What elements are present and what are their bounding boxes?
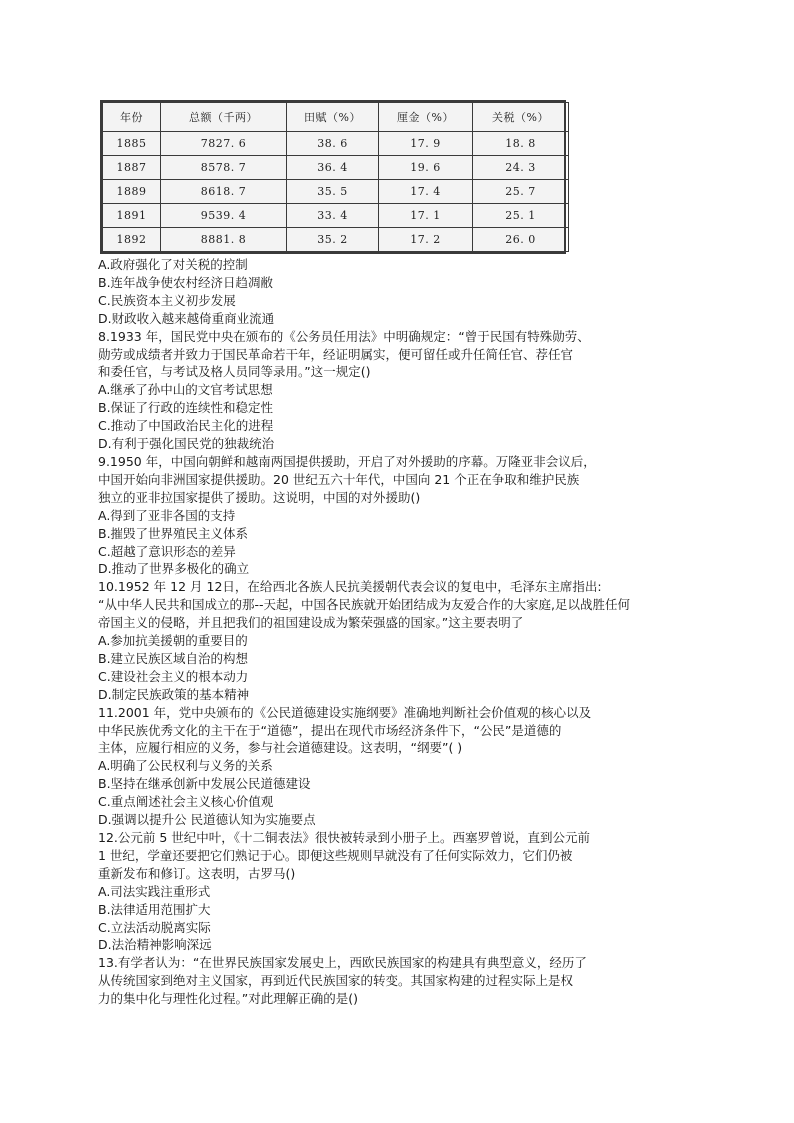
text-line: B.建立民族区域自治的构想 — [98, 650, 249, 666]
text-line: A.得到了亚非各国的支持 — [98, 507, 236, 523]
table-cell: 35. 2 — [287, 227, 379, 251]
table-header-cell: 总额（千两） — [161, 103, 287, 132]
text-line: 主体，应履行相应的义务，参与社会道德建设。这表明，“纲要”( ) — [98, 740, 463, 756]
table-cell: 8881. 8 — [161, 227, 287, 251]
text-line: 12.公元前 5 世纪中叶，《十二铜表法》很快被转录到小册子上。西塞罗曾说，直到公元前 — [98, 830, 591, 845]
text-line: A.继承了孙中山的文官考试思想 — [98, 382, 273, 398]
text-line: D.强调以提升公 民道德认知为实施要点 — [98, 812, 316, 828]
table-row — [103, 132, 569, 156]
table-cell: 33. 4 — [287, 204, 379, 228]
table-header-row — [103, 103, 569, 132]
revenue-table — [102, 102, 569, 252]
table-row — [103, 180, 569, 204]
text-line: C.民族资本主义初步发展 — [98, 292, 236, 308]
table-cell: 1889 — [103, 180, 161, 204]
table-header-cell: 关税（%） — [473, 103, 569, 132]
table-header-cell: 年份 — [103, 103, 161, 132]
text-line: 和委任官，与考试及格人员同等录用。”这一规定() — [98, 364, 371, 380]
text-line: C.重点阐述社会主义核心价值观 — [98, 794, 274, 810]
text-line: 8.1933 年，国民党中央在颁布的《公务员任用法》中明确规定：“曾于民国有特殊勋劳、 — [98, 328, 590, 344]
text-line: C.超越了意识形态的差异 — [98, 543, 236, 559]
table-cell: 17. 9 — [379, 132, 473, 156]
table-cell: 1887 — [103, 156, 161, 180]
table-cell: 8578. 7 — [161, 156, 287, 180]
text-line: D.财政收入越来越倚重商业流通 — [98, 310, 275, 326]
table-cell: 24. 3 — [473, 156, 569, 180]
text-line: B.保证了行政的连续性和稳定性 — [98, 400, 274, 416]
text-line: C.推动了中国政治民主化的进程 — [98, 418, 274, 434]
text-line: 勋劳或成绩者并致力于国民革命若干年，经证明属实，便可留任或升任简任官、荐任官 — [98, 346, 574, 362]
table-cell: 1892 — [103, 227, 161, 251]
text-line: B.坚持在继承创新中发展公民道德建设 — [98, 776, 311, 792]
table-cell: 9539. 4 — [161, 204, 287, 228]
text-line: C.建设社会主义的根本动力 — [98, 668, 249, 684]
text-line: 中华民族优秀文化的主干在于“道德”，提出在现代市场经济条件下，“公民”是道德的 — [98, 722, 562, 738]
revenue-table-container — [100, 100, 566, 254]
text-line: B.摧毁了世界殖民主义体系 — [98, 525, 249, 541]
table-cell: 35. 5 — [287, 180, 379, 204]
text-line: “从中华人民共和国成立的那--天起，中国各民族就开始团结成为友爱合作的大家庭,足以战胜任何 — [98, 597, 630, 613]
table-cell: 17. 2 — [379, 227, 473, 251]
table-row — [103, 227, 569, 251]
text-line: A.司法实践注重形式 — [98, 883, 211, 899]
text-line: D.法治精神影响深远 — [98, 937, 212, 953]
text-line: B.法律适用范围扩大 — [98, 901, 211, 917]
text-line: A.政府强化了对关税的控制 — [98, 257, 248, 272]
text-line: D.制定民族政策的基本精神 — [98, 686, 250, 702]
text-line: 11.2001 年，党中央颁布的《公民道德建设实施纲要》准确地判断社会价值观的核心以及 — [98, 704, 592, 720]
text-line: 13.有学者认为：“在世界民族国家发展史上，西欧民族国家的构建具有典型意义，经历了 — [98, 955, 587, 971]
table-row — [103, 156, 569, 180]
text-line: 力的集中化与理性化过程。”对此理解正确的是() — [98, 991, 358, 1007]
text-line: 1 世纪，学童还要把它们熟记于心。即便这些规则早就没有了任何实际效力，它们仍被 — [98, 847, 573, 863]
table-cell: 26. 0 — [473, 227, 569, 251]
table-cell: 25. 1 — [473, 204, 569, 228]
text-line: 从传统国家到绝对主义国家，再到近代民族国家的转变。其国家构建的过程实际上是权 — [98, 973, 574, 989]
table-cell: 19. 6 — [379, 156, 473, 180]
text-line: 9.1950 年，中国向朝鲜和越南两国提供援助，开启了对外援助的序幕。万隆亚非会议后， — [98, 453, 596, 469]
text-line: A.参加抗美援朝的重要目的 — [98, 633, 248, 649]
table-header-cell: 厘金（%） — [379, 103, 473, 132]
question-text — [98, 256, 698, 1008]
text-line: D.推动了世界多极化的确立 — [98, 561, 250, 577]
table-cell: 1885 — [103, 132, 161, 156]
text-line: 帝国主义的侵略，并且把我们的祖国建设成为繁荣强盛的国家。”这主要表明了 — [98, 615, 524, 631]
text-line: 10.1952 年 12 月 12日，在给西北各族人民抗美援朝代表会议的复电中，毛泽东主席指出: — [98, 579, 602, 595]
text-line: 重新发布和修订。这表明，古罗马() — [98, 865, 296, 881]
table-cell: 7827. 6 — [161, 132, 287, 156]
table-row — [103, 204, 569, 228]
table-cell: 38. 6 — [287, 132, 379, 156]
text-line: A.明确了公民权利与义务的关系 — [98, 758, 273, 774]
text-line: C.立法活动脱离实际 — [98, 919, 211, 935]
text-line: B.连年战争使农村经济日趋凋敝 — [98, 274, 274, 290]
text-line: D.有利于强化国民党的独裁统治 — [98, 436, 275, 452]
table-cell: 18. 8 — [473, 132, 569, 156]
table-cell: 17. 4 — [379, 180, 473, 204]
table-cell: 1891 — [103, 204, 161, 228]
table-cell: 36. 4 — [287, 156, 379, 180]
text-line: 中国开始向非洲国家提供援助。20 世纪五六十年代，中国向 21 个正在争取和维护民族 — [98, 471, 580, 487]
table-header-cell: 田赋（%） — [287, 103, 379, 132]
table-cell: 8618. 7 — [161, 180, 287, 204]
table-cell: 17. 1 — [379, 204, 473, 228]
table-cell: 25. 7 — [473, 180, 569, 204]
text-line: 独立的亚非拉国家提供了援助。这说明，中国的对外援助() — [98, 489, 421, 505]
